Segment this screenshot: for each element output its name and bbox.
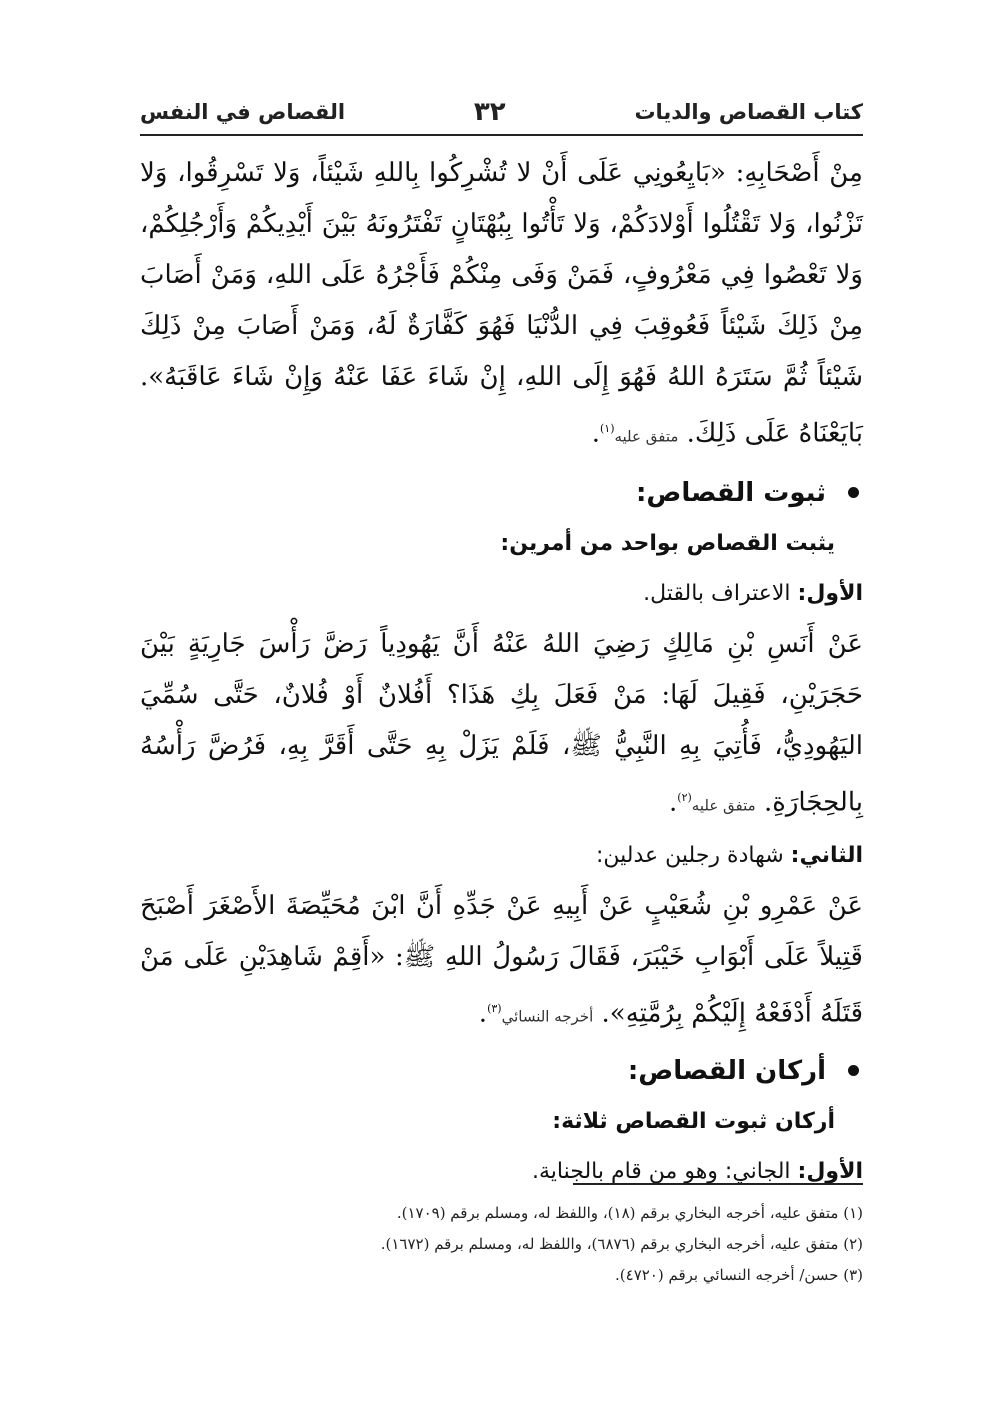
bullet-icon [848,1065,859,1076]
footnote-ref: (١) [599,422,615,435]
hadith-paragraph-amr [140,881,863,1043]
hadith-paragraph-anas [140,619,863,832]
footnote-item: (٢) متفق عليه، أخرجه البخاري برقم (٦٨٧٦)، واللفظ له، ومسلم برقم (١٦٧٢). [380,1235,863,1253]
point-text: شهادة رجلين عدلين: [595,843,784,869]
period: . [669,787,678,818]
section-heading-text: ثبوت القصاص: [636,477,826,508]
hadith-paragraph-bayah [140,148,863,463]
running-header [140,92,863,132]
book-title: كتاب القصاص والديات [634,100,863,124]
section-heading-proof [140,467,863,519]
page-number: ٣٢ [473,97,506,127]
bullet-icon [848,487,859,498]
header-divider [140,134,863,136]
point-first [140,1147,863,1197]
period: . [591,418,600,449]
citation: متفق عليه [614,427,679,446]
citation: أخرجه النسائي [501,1007,594,1026]
hadith-text: مِنْ أَصْحَابِهِ: «بَايِعُونِي عَلَى أَنْ لا تُشْرِكُوا بِاللهِ شَيْئاً، وَلا تَسْرِقُوا، وَلا تَزْنُوا، وَلا تَقْتُلُوا أَوْلادَكُمْ، وَلا تَأْتُوا بِبُهْتَانٍ تَفْتَرُونَهُ بَيْنَ أَيْدِيكُمْ وَأَرْجُلِكُمْ، وَلا تَعْصُوا فِي مَعْرُوفٍ، فَمَنْ وَفَى مِنْكُمْ فَأَجْرُهُ عَلَى اللهِ، وَمَنْ أَصَابَ مِنْ ذَلِكَ شَيْئاً فَعُوقِبَ فِي الدُّنْيَا فَهُوَ كَفَّارَةٌ لَهُ، وَمَنْ أَصَابَ مِنْ ذَلِكَ شَيْئاً ثُمَّ سَتَرَهُ اللهُ فَهُوَ إِلَى اللهِ، إِنْ شَاءَ عَفَا عَنْهُ وَإِنْ شَاءَ عَاقَبَهُ». بَايَعْنَاهُ عَلَى ذَلِكَ. [140,158,863,449]
citation: متفق عليه [691,796,756,815]
footnote-ref: (٢) [677,790,692,804]
chapter-title: القصاص في النفس [140,100,346,124]
section-heading-pillars [140,1045,863,1097]
page-body [140,148,863,1197]
period: . [478,998,488,1029]
footnote-divider [573,1183,863,1185]
point-first [140,569,863,619]
point-text: الاعتراف بالقتل. [643,580,791,606]
point-label: الثاني: [790,843,863,869]
point-text: الجاني: وهو من قام بالجناية. [532,1158,791,1184]
subheading: يثبت القصاص بواحد من أمرين: [500,530,835,556]
footnotes [140,1198,863,1291]
point-second [140,831,863,881]
point-label: الأول: [797,1158,863,1184]
section-heading-text: أركان القصاص: [627,1055,826,1086]
footnote-item: (٣) حسن/ أخرجه النسائي برقم (٤٧٢٠). [615,1266,863,1284]
hadith-text: عَنْ عَمْرِو بْنِ شُعَيْبٍ عَنْ أَبِيهِ عَنْ جَدِّهِ أَنَّ ابْنَ مُحَيِّصَةَ الأَصْغَرَ أَصْبَحَ قَتِيلاً عَلَى أَبْوَابِ خَيْبَرَ، فَقَالَ رَسُولُ اللهِ ﷺ: «أَقِمْ شَاهِدَيْنِ عَلَى مَنْ قَتَلَهُ أَدْفَعْهُ إِلَيْكُمْ بِرُمَّتِهِ». [140,891,863,1029]
subheading: أركان ثبوت القصاص ثلاثة: [552,1108,835,1134]
hadith-text: عَنْ أَنَسِ بْنِ مَالِكٍ رَضِيَ اللهُ عَنْهُ أَنَّ يَهُودِياً رَضَّ رَأْسَ جَارِيَةٍ بَيْنَ حَجَرَيْنِ، فَقِيلَ لَهَا: مَنْ فَعَلَ بِكِ هَذَا؟ أَفُلانٌ أَوْ فُلانٌ، حَتَّى سُمِّيَ اليَهُودِيُّ، فَأُتِيَ بِهِ النَّبِيُّ ﷺ، فَلَمْ يَزَلْ بِهِ حَتَّى أَقَرَّ بِهِ، فَرُضَّ رَأْسُهُ بِالحِجَارَةِ. [140,628,863,818]
footnote-item: (١) متفق عليه، أخرجه البخاري برقم (١٨)، واللفظ له، ومسلم برقم (١٧٠٩). [396,1204,863,1222]
footnote-ref: (٣) [487,1002,502,1016]
point-label: الأول: [797,580,863,606]
